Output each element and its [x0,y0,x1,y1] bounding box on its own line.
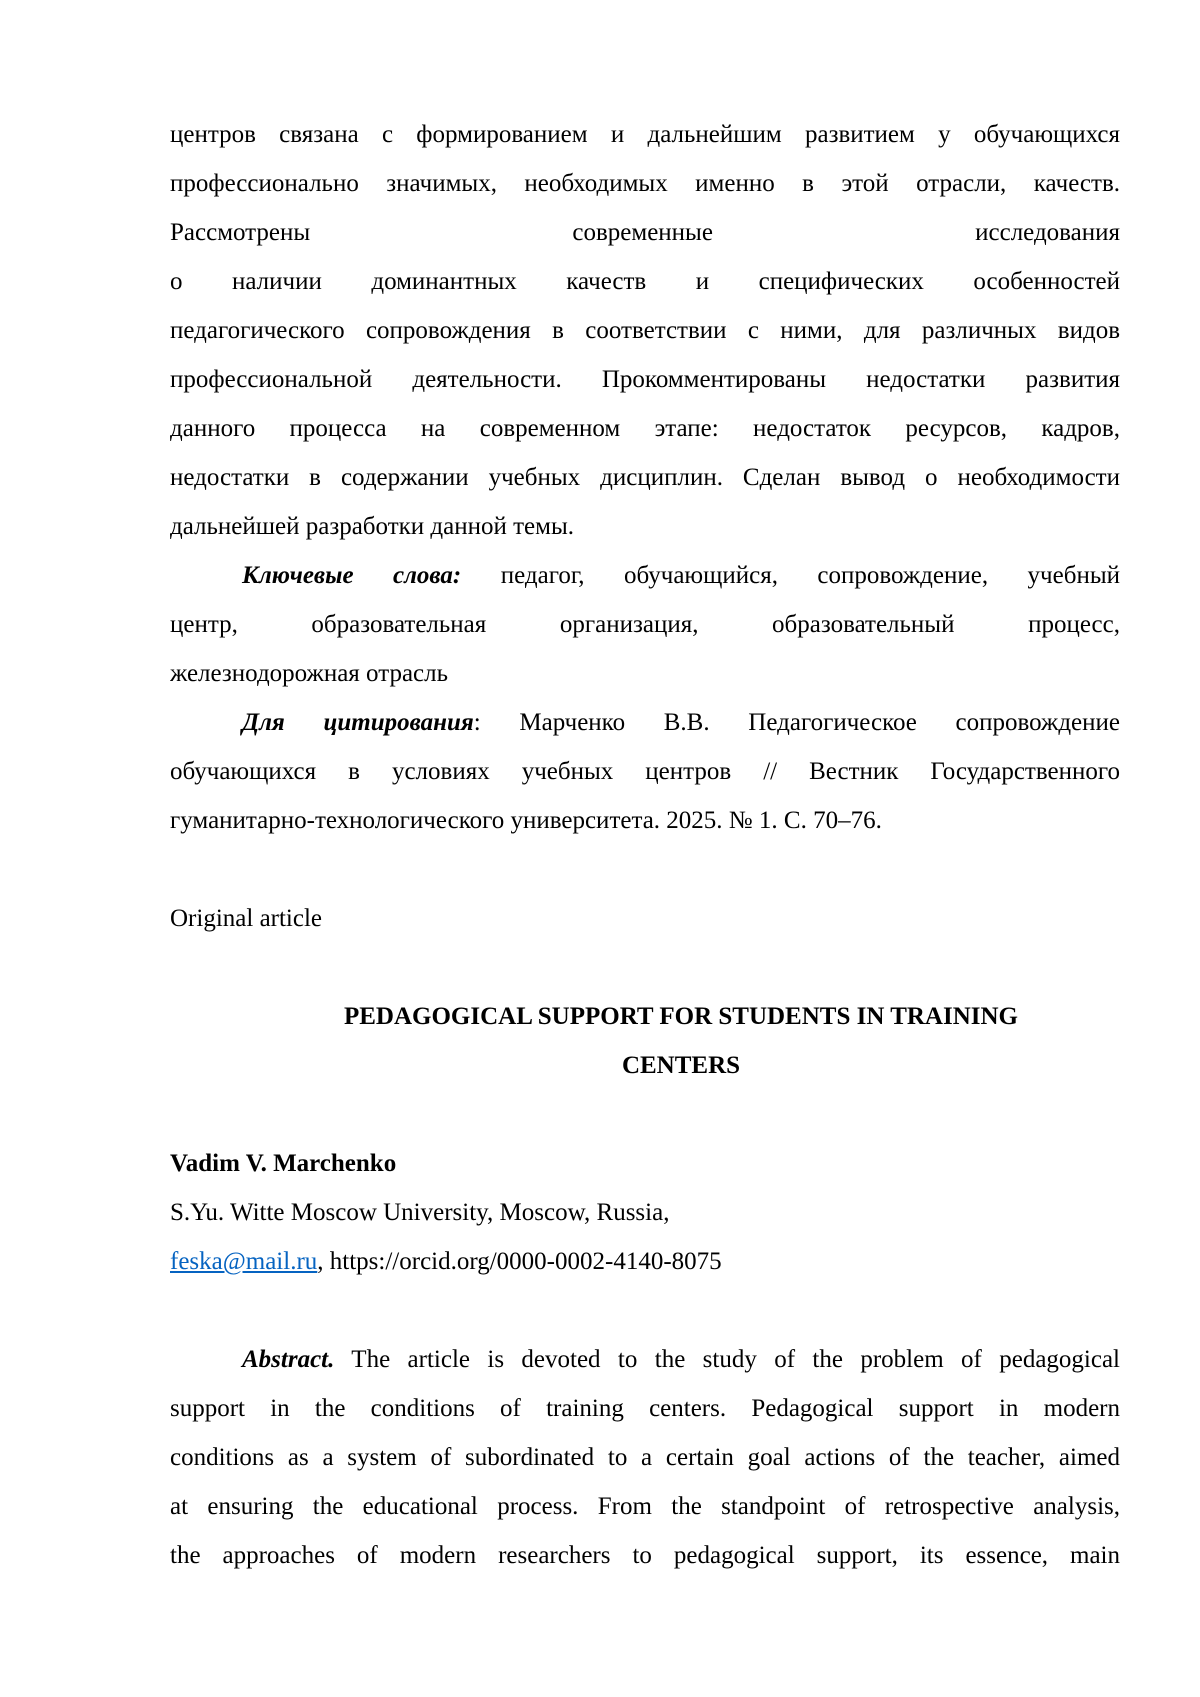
abstract-label: Abstract. [242,1346,335,1373]
text-line: недостатки в содержании учебных дисциплин. Сделан вывод о необходимости [170,464,1120,491]
orcid-url: , https://orcid.org/0000-0002-4140-8075 [317,1248,722,1275]
email-link[interactable]: feska@mail.ru [170,1248,318,1275]
en-abstract-paragraph [170,1335,1120,1580]
article-title-line: CENTERS [621,1052,741,1079]
keywords-text: педагог, обучающийся, сопровождение, учебный [461,562,1120,589]
blank-line [170,1286,1120,1335]
text-line: the approaches of modern researchers to pedagogical support, its essence, main [170,1542,1120,1569]
text-line: центров связана с формированием и дальнейшим развитием у обучающихся [170,121,1120,148]
text-line: профессионально значимых, необходимых именно в этой отрасли, качеств. [170,170,1120,197]
citation-label: Для цитирования [242,709,474,736]
text-line: железнодорожная отрасль [170,660,449,687]
text-line: о наличии доминантных качеств и специфических особенностей [170,268,1120,295]
abstract-text: The article is devoted to the study of the problem of pedagogical [334,1346,1120,1373]
author-contact-line [170,1237,1120,1286]
ru-keywords-paragraph [170,551,1120,698]
blank-line [170,1090,1120,1139]
text-line: обучающихся в условиях учебных центров // Вестник Государственного [170,758,1120,785]
blank-line [170,845,1120,894]
text-line [170,1335,1120,1384]
blank-line [170,943,1120,992]
text-line: данного процесса на современном этапе: недостаток ресурсов, кадров, [170,415,1120,442]
ru-abstract-paragraph [170,110,1120,551]
text-line: гуманитарно-технологического университета. 2025. № 1. С. 70–76. [170,807,882,834]
article-title-line: PEDAGOGICAL SUPPORT FOR STUDENTS IN TRAINING [343,1003,1018,1030]
text-line: дальнейшей разработки данной темы. [170,513,574,540]
keywords-label: Ключевые слова: [242,562,462,589]
text-line [170,551,1120,600]
citation-text: : Марченко В.В. Педагогическое сопровождение [473,709,1120,736]
author-block [170,1139,1120,1286]
article-title-en [170,992,1120,1090]
text-line: at ensuring the educational process. From the standpoint of retrospective analysis, [170,1493,1120,1520]
article-type-label: Original article [170,905,323,932]
text-line: support in the conditions of training centers. Pedagogical support in modern [170,1395,1120,1422]
text-line: conditions as a system of subordinated to a certain goal actions of the teacher, aimed [170,1444,1120,1471]
text-line [170,698,1120,747]
text-line: педагогического сопровождения в соответствии с ними, для различных видов [170,317,1120,344]
text-line: профессиональной деятельности. Прокомментированы недостатки развития [170,366,1120,393]
text-line: центр, образовательная организация, образовательный процесс, [170,611,1120,638]
author-name: Vadim V. Marchenko [170,1150,397,1177]
text-line: Рассмотрены современные исследования [170,219,1120,246]
author-affiliation: S.Yu. Witte Moscow University, Moscow, Russia, [170,1199,670,1226]
document-content [170,110,1120,1580]
ru-citation-paragraph [170,698,1120,845]
